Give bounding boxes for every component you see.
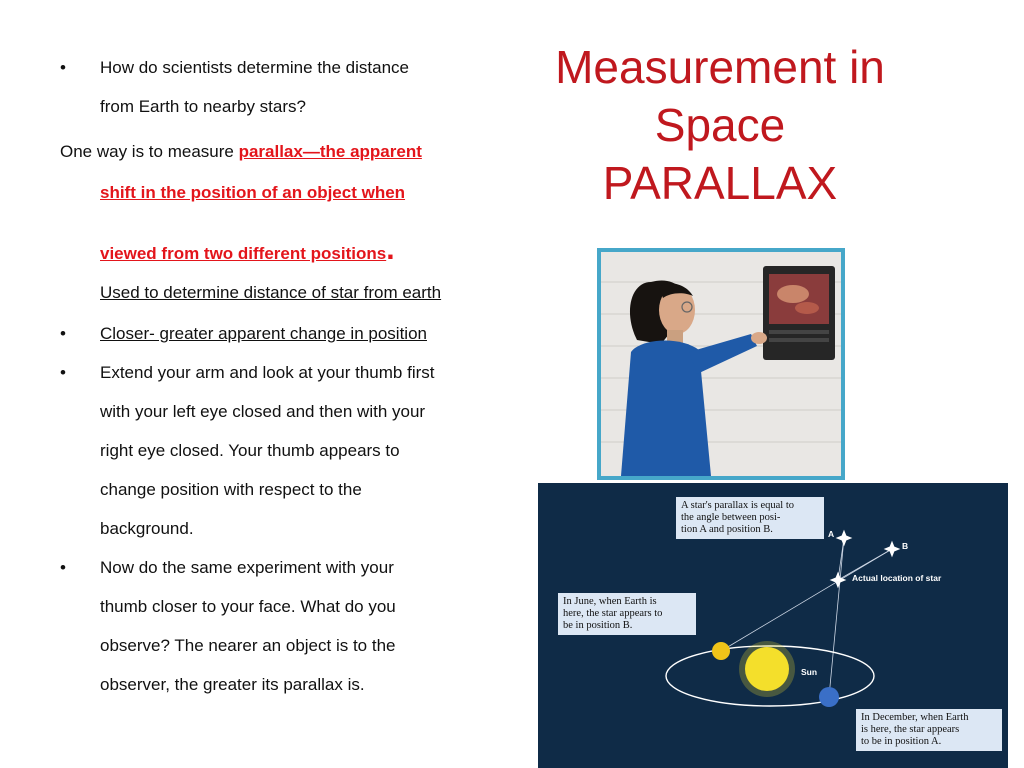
extend-line-4: change position with respect to the xyxy=(100,480,362,499)
closer-text: Closer- greater apparent change in position xyxy=(100,324,427,343)
callout-june-line-1: In June, when Earth is xyxy=(563,596,657,607)
label-a: A xyxy=(828,529,835,539)
bullet-dot: • xyxy=(60,363,66,382)
star-b-icon xyxy=(885,542,899,556)
definition-line-1: parallax—the apparent xyxy=(238,142,422,161)
label-actual-location: Actual location of star xyxy=(852,573,942,583)
title-line-2: Space xyxy=(654,99,786,151)
bullet-extend xyxy=(60,353,500,548)
december-sight-line xyxy=(829,538,844,697)
one-way-text: One way is to measure xyxy=(60,142,239,161)
callout-top-line-3: tion A and position B. xyxy=(681,524,773,535)
body-text xyxy=(60,48,500,704)
star-a-icon xyxy=(837,531,851,545)
callout-dec-line-1: In December, when Earth xyxy=(861,712,969,723)
definition-period: . xyxy=(386,233,395,266)
bullet-question xyxy=(60,48,500,126)
extend-line-2: with your left eye closed and then with your xyxy=(100,402,426,421)
bullet-dot: • xyxy=(60,58,66,77)
callout-june xyxy=(558,593,696,635)
callout-dec-line-3: to be in position A. xyxy=(861,736,942,747)
question-line-1: How do scientists determine the distance xyxy=(100,58,409,77)
earth-december xyxy=(819,687,839,707)
label-b: B xyxy=(902,541,909,551)
callout-top-line-2: the angle between posi- xyxy=(681,512,781,523)
definition-line-3: viewed from two different positions xyxy=(100,244,387,263)
callout-dec-line-2: is here, the star appears xyxy=(861,724,960,735)
now-do-line-4: observer, the greater its parallax is. xyxy=(100,675,365,694)
callout-parallax-definition xyxy=(676,497,824,539)
extend-line-5: background. xyxy=(100,519,194,538)
extend-line-3: right eye closed. Your thumb appears to xyxy=(100,441,400,460)
label-sun: Sun xyxy=(801,667,818,677)
bullet-dot: • xyxy=(60,558,66,577)
now-do-line-3: observe? The nearer an object is to the xyxy=(100,636,396,655)
now-do-line-2: thumb closer to your face. What do you xyxy=(100,597,396,616)
parallax-diagram xyxy=(538,483,1008,768)
title-line-3: PARALLAX xyxy=(602,157,838,209)
callout-december xyxy=(856,709,1002,751)
sun-glow xyxy=(739,641,795,697)
now-do-line-1: Now do the same experiment with your xyxy=(100,558,394,577)
definition-paragraph xyxy=(60,132,500,308)
callout-top-line-1: A star's parallax is equal to xyxy=(681,500,794,511)
title-line-1: Measurement in xyxy=(555,41,885,93)
extend-line-1: Extend your arm and look at your thumb first xyxy=(100,363,435,382)
callout-june-line-3: be in position B. xyxy=(563,620,633,631)
question-line-2: from Earth to nearby stars? xyxy=(100,97,306,116)
june-sight-line xyxy=(721,549,892,651)
callout-june-line-2: here, the star appears to xyxy=(563,608,663,619)
earth-june xyxy=(712,642,730,660)
bullet-now-do xyxy=(60,548,500,704)
actual-star-icon xyxy=(831,573,845,587)
definition-line-2: shift in the position of an object when xyxy=(100,183,406,202)
bullet-closer xyxy=(60,314,500,353)
used-to-text: Used to determine distance of star from earth xyxy=(100,283,442,302)
bullet-dot: • xyxy=(60,324,66,343)
slide-title xyxy=(520,38,920,212)
student-pointing-illustration xyxy=(601,252,841,476)
student-photo xyxy=(597,248,845,480)
